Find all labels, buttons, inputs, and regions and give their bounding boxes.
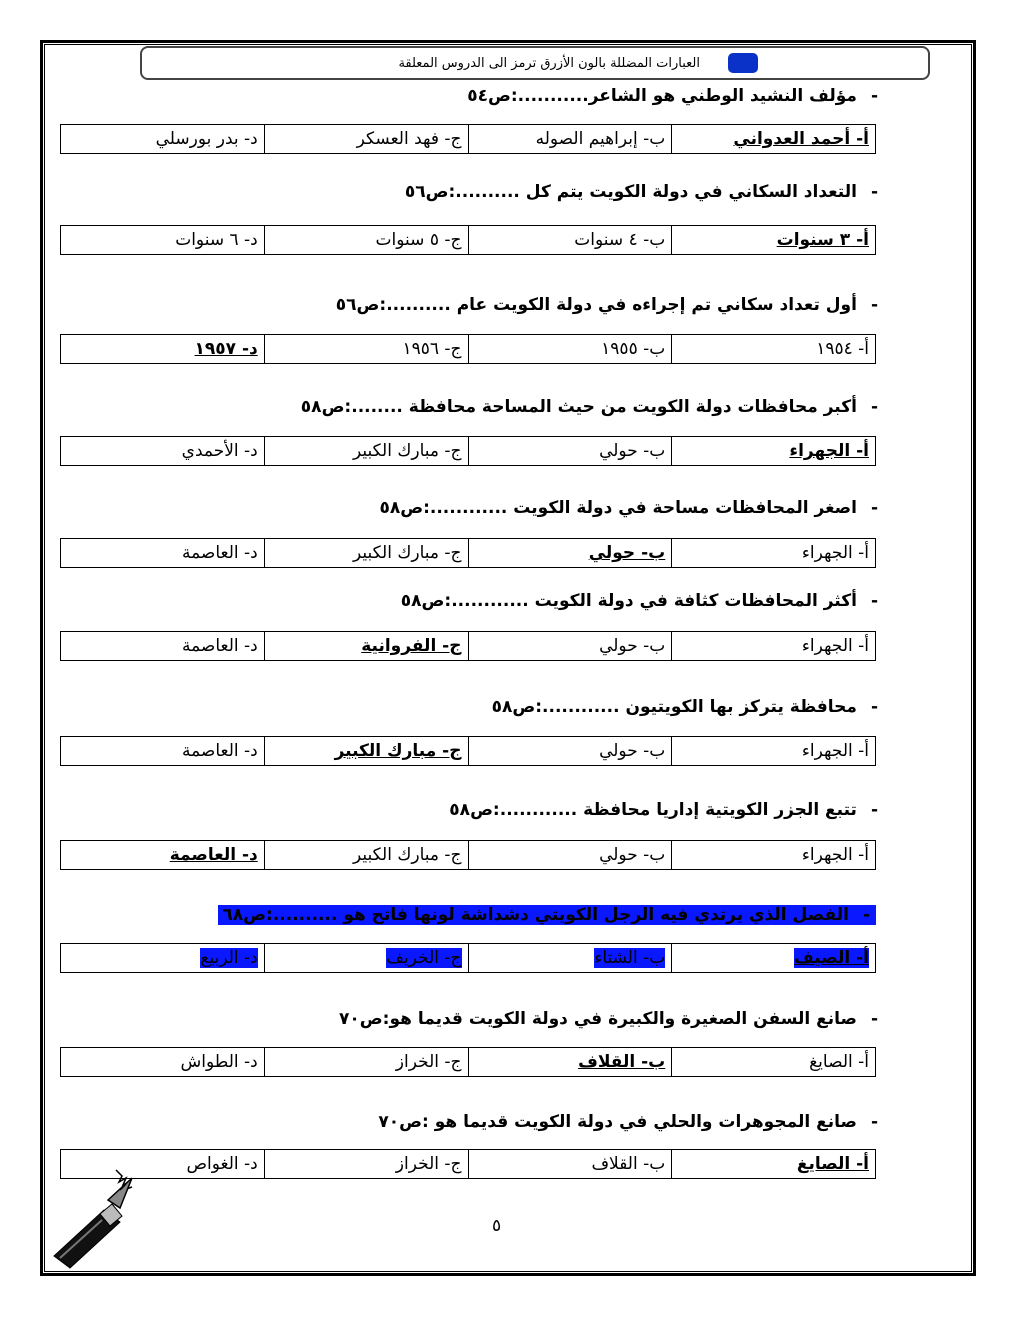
legend-color-swatch (728, 53, 758, 73)
question-8 (449, 800, 878, 820)
option-a-correct (671, 944, 875, 972)
option-text: ج- ٥ سنوات (375, 230, 462, 250)
option-text: د- الربيع (200, 948, 258, 968)
option-text: د- بدر بورسلي (155, 129, 258, 149)
options-row-10 (60, 1047, 876, 1077)
options-row-11 (60, 1149, 876, 1179)
option-c (264, 1048, 468, 1076)
question-text: اصغر المحافظات مساحة في دولة الكويت ............:ص٥٨ (379, 498, 857, 518)
option-d (61, 226, 264, 254)
option-text: د- ١٩٥٧ (194, 339, 258, 359)
option-c (264, 335, 468, 363)
option-text: أ- الجهراء (801, 636, 869, 656)
bullet-dash: - (870, 182, 878, 202)
options-row-5 (60, 538, 876, 568)
options-row-4 (60, 436, 876, 466)
option-d-correct (61, 335, 264, 363)
option-c-correct (264, 632, 468, 660)
bullet-dash: - (870, 498, 878, 518)
options-row-6 (60, 631, 876, 661)
option-a (671, 335, 875, 363)
option-c (264, 1150, 468, 1178)
option-a (671, 1048, 875, 1076)
option-text: د- العاصمة (169, 845, 258, 865)
option-text: ب- حولي (599, 845, 666, 865)
option-text: ب- حولي (599, 636, 666, 656)
option-b-correct (468, 539, 672, 567)
option-text: ج- الفروانية (361, 636, 462, 656)
option-text: د- الطواش (180, 1052, 258, 1072)
option-a (671, 737, 875, 765)
question-text: مؤلف النشيد الوطني هو الشاعر...........:ص٥٤ (467, 86, 857, 106)
option-text: ب- القلاف (591, 1154, 666, 1174)
bullet-dash: - (870, 800, 878, 820)
options-row-2 (60, 225, 876, 255)
legend-box (140, 46, 930, 80)
question-11 (378, 1112, 878, 1132)
question-text: أكبر محافظات دولة الكويت من حيث المساحة محافظة ........:ص٥٨ (300, 397, 857, 417)
option-b (468, 335, 672, 363)
option-b (468, 226, 672, 254)
option-d (61, 737, 264, 765)
option-b (468, 944, 672, 972)
option-b (468, 737, 672, 765)
option-text: ج- الخراز (395, 1154, 462, 1174)
question-text: أكثر المحافظات كثافة في دولة الكويت ............:ص٥٨ (400, 591, 857, 611)
option-b (468, 841, 672, 869)
question-6 (401, 591, 878, 611)
option-b (468, 437, 672, 465)
option-text: أ- الجهراء (801, 741, 869, 761)
question-3 (336, 295, 878, 315)
option-c (264, 226, 468, 254)
option-b (468, 125, 672, 153)
option-a-correct (671, 437, 875, 465)
option-text: أ- الصايغ (796, 1154, 869, 1174)
option-d (61, 125, 264, 153)
option-text: ب- حولي (599, 741, 666, 761)
bullet-dash: - (870, 697, 878, 717)
fountain-pen-icon (46, 1160, 146, 1270)
option-text: ب- ٤ سنوات (574, 230, 666, 250)
option-text: د- الأحمدي (181, 441, 258, 461)
question-2 (405, 182, 878, 202)
option-b-correct (468, 1048, 672, 1076)
option-text: ب- حولي (599, 441, 666, 461)
question-10 (339, 1009, 878, 1029)
page-number: ٥ (492, 1216, 502, 1236)
question-text: الفصل الذي يرتدي فيه الرجل الكويتي دشداشة لونها فاتح هو ..........:ص٦٨ (222, 905, 849, 925)
option-d (61, 539, 264, 567)
option-c (264, 944, 468, 972)
bullet-dash: - (862, 905, 870, 925)
option-d (61, 1048, 264, 1076)
option-text: ج- الخريف (386, 948, 462, 968)
option-text: د- العاصمة (181, 741, 258, 761)
option-text: ب- حولي (588, 543, 666, 563)
option-a-correct (671, 226, 875, 254)
option-c (264, 539, 468, 567)
option-text: د- الغواص (186, 1154, 258, 1174)
option-d (61, 437, 264, 465)
option-d (61, 632, 264, 660)
option-text: د- العاصمة (181, 543, 258, 563)
bullet-dash: - (870, 1112, 878, 1132)
option-a-correct (671, 1150, 875, 1178)
question-text: تتبع الجزر الكويتية إداريا محافظة ............:ص٥٨ (449, 800, 857, 820)
question-text: أول تعداد سكاني تم إجراءه في دولة الكويت عام ..........:ص٥٦ (335, 295, 857, 315)
option-b (468, 632, 672, 660)
option-text: أ- أحمد العدواني (733, 129, 869, 149)
question-9 (218, 905, 876, 925)
options-row-8 (60, 840, 876, 870)
question-text: محافظة يتركز بها الكويتيون ............:ص٥٨ (491, 697, 857, 717)
option-text: أ- الجهراء (801, 543, 869, 563)
option-text: ج- مبارك الكبير (353, 543, 462, 563)
bullet-dash: - (870, 295, 878, 315)
option-c-correct (264, 737, 468, 765)
option-text: ج- مبارك الكبير (334, 741, 462, 761)
option-a (671, 539, 875, 567)
option-text: ب- إبراهيم الصوله (535, 129, 666, 149)
question-text: صانع المجوهرات والحلي في دولة الكويت قديما هو :ص٧٠ (378, 1112, 857, 1132)
option-text: أ- الصيف (794, 948, 869, 968)
bullet-dash: - (870, 397, 878, 417)
option-text: ج- ١٩٥٦ (402, 339, 462, 359)
option-text: د- العاصمة (181, 636, 258, 656)
option-text: ج- مبارك الكبير (353, 845, 462, 865)
question-text: التعداد السكاني في دولة الكويت يتم كل ..........:ص٥٦ (404, 182, 857, 202)
option-text: أ- الجهراء (801, 845, 869, 865)
option-text: د- ٦ سنوات (175, 230, 258, 250)
option-b (468, 1150, 672, 1178)
option-a-correct (671, 125, 875, 153)
options-row-9 (60, 943, 876, 973)
option-text: ج- فهد العسكر (356, 129, 462, 149)
option-text: أ- ٣ سنوات (776, 230, 869, 250)
option-d-correct (61, 841, 264, 869)
option-a (671, 632, 875, 660)
question-1 (467, 86, 878, 106)
option-text: أ- الجهراء (789, 441, 869, 461)
question-4 (301, 397, 878, 417)
option-text: ج- الخراز (395, 1052, 462, 1072)
bullet-dash: - (870, 1009, 878, 1029)
option-c (264, 841, 468, 869)
question-5 (379, 498, 878, 518)
option-text: أ- ١٩٥٤ (816, 339, 869, 359)
option-text: ب- الشتاء (594, 948, 666, 968)
option-text: أ- الصايغ (809, 1052, 869, 1072)
option-text: ب- القلاف (578, 1052, 666, 1072)
option-text: ب- ١٩٥٥ (601, 339, 666, 359)
bullet-dash: - (870, 591, 878, 611)
option-c (264, 437, 468, 465)
option-d (61, 944, 264, 972)
options-row-3 (60, 334, 876, 364)
question-text: صانع السفن الصغيرة والكبيرة في دولة الكويت قديما هو:ص٧٠ (339, 1009, 857, 1029)
options-row-1 (60, 124, 876, 154)
options-row-7 (60, 736, 876, 766)
option-a (671, 841, 875, 869)
bullet-dash: - (870, 86, 878, 106)
option-c (264, 125, 468, 153)
question-7 (492, 697, 878, 717)
legend-text: العبارات المضللة بالون الأزرق ترمز الى الدروس المعلقة (398, 56, 700, 71)
option-text: ج- مبارك الكبير (353, 441, 462, 461)
